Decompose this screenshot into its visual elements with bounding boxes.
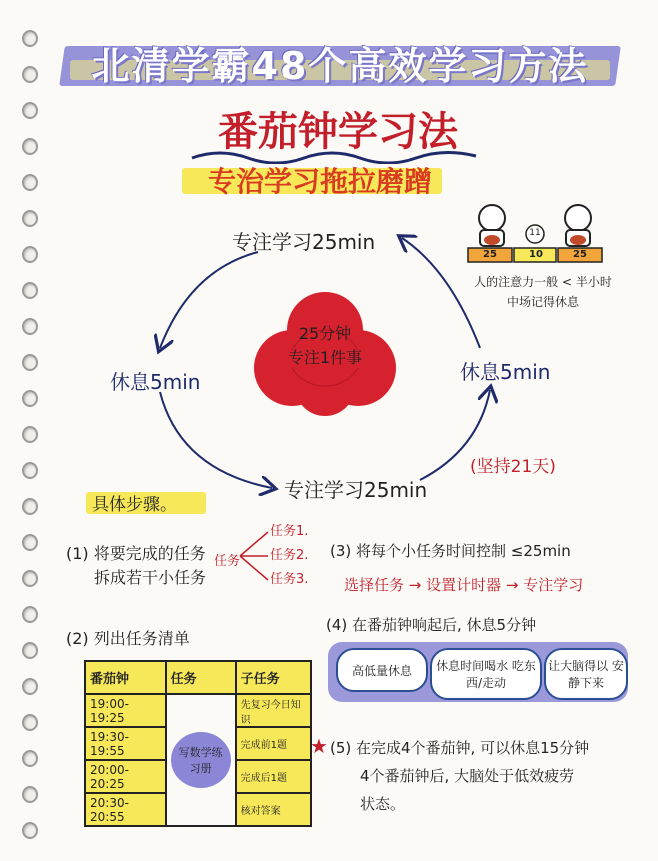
subtask-item: 任务1. [270,524,309,539]
bar-value: 25 [483,249,497,260]
rest-idea-cloud: 休息时间喝水 吃东西/走动 [430,648,542,700]
step-5-line: 状态。 [360,795,406,813]
center-line: 25分钟 [298,324,352,343]
binder-holes [22,30,42,850]
cycle-label-left: 休息5min [110,370,201,394]
subtitle: 专治学习拖拉磨蹭 [207,165,432,198]
step-1-line: 拆成若干小任务 [94,568,207,587]
step-5-line: 4个番茄钟后, 大脑处于低效疲劳 [360,767,575,785]
clock-label: 11 [529,228,541,238]
step-3: (3) 将每个小任务时间控制 ≤25min [330,542,571,560]
table-header: 子任务 [236,661,311,694]
table-header: 番茄钟 [85,661,166,694]
table-header: 任务 [166,661,236,694]
step-2: (2) 列出任务清单 [66,629,190,648]
subtask-cell: 完成前1题 [236,727,311,760]
step-5 [330,734,589,818]
table-row [85,694,311,727]
task-root: 任务 [214,554,241,569]
subtask-item: 任务3. [270,572,309,587]
cycle-label-bottom: 专注学习25min [284,478,428,502]
time-cell: 20:30-20:55 [85,793,166,826]
step-3-flow: 选择任务 → 设置计时器 → 专注学习 [344,576,584,594]
rest-idea-cloud: 高低量休息 [336,648,428,692]
cycle-label-top: 专注学习25min [232,230,376,254]
step-1-line: (1) 将要完成的任务 [66,544,206,563]
subtask-cell: 先复习今日知识 [236,694,311,727]
step-1 [66,542,206,590]
subtask-list [270,520,308,592]
center-text [250,322,400,370]
banner-title: 北清学霸48个高效学习方法 [91,44,589,88]
subtask-item: 任务2. [270,548,309,563]
time-cell: 20:00-20:25 [85,760,166,793]
task-bubble: 写数学练习册 [171,732,231,788]
subtask-cell: 核对答案 [236,793,311,826]
step-4: (4) 在番茄钟响起后, 休息5分钟 [326,616,537,634]
center-line: 专注1件事 [287,348,363,367]
cycle-label-right: 休息5min [460,360,551,384]
subtask-cell: 完成后1题 [236,760,311,793]
task-cell [166,694,236,826]
step-5-line: (5) 在完成4个番茄钟, 可以休息15分钟 [330,739,590,757]
method-title: 番茄钟学习法 [218,108,458,155]
bar-value: 25 [573,249,587,260]
task-table [84,660,312,827]
time-cell: 19:00-19:25 [85,694,166,727]
persist-note: (坚持21天) [470,457,556,477]
time-cell: 19:30-19:55 [85,727,166,760]
bar-value: 10 [529,249,543,260]
steps-heading: 具体步骤。 [92,495,177,515]
caption-line: 人的注意力一般 < 半小时 [474,275,612,289]
caption-line: 中场记得休息 [506,295,579,309]
rest-idea-cloud: 让大脑得以 安静下来 [544,648,628,700]
star-icon: ★ [310,734,328,758]
